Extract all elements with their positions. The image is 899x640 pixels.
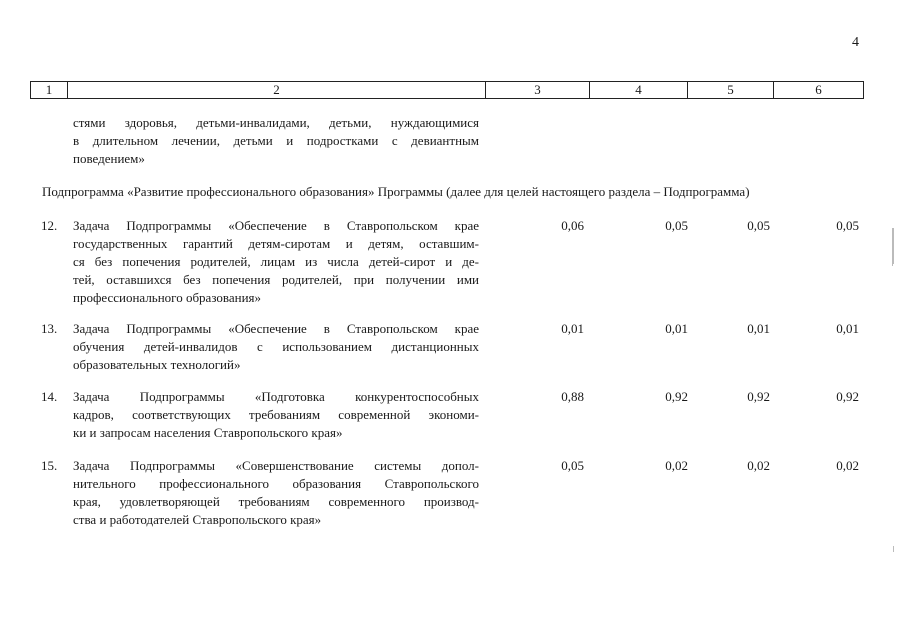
row-value-col4: 0,05 [665, 218, 688, 233]
row-value-col5: 0,92 [747, 389, 770, 404]
row-value-col6: 0,01 [836, 321, 859, 336]
row-description-line: ся без попечения родителей, лицам из числа детей-сирот и де- [73, 254, 479, 269]
row-description-line: Задача Подпрограммы «Совершенствование системы допол- [73, 458, 479, 473]
column-header-3: 3 [485, 82, 589, 98]
row-value-col3: 0,05 [561, 458, 584, 473]
row-value-col4: 0,92 [665, 389, 688, 404]
row-description-line: государственных гарантий детям-сиротам и детям, оставшим- [73, 236, 479, 251]
scan-artifact [893, 546, 894, 552]
row-description [73, 388, 479, 442]
row-description-line: обучения детей-инвалидов с использованием дистанционных [73, 339, 479, 354]
row-value-col5: 0,05 [747, 218, 770, 233]
row-value-col6: 0,05 [836, 218, 859, 233]
row-description-line: ства и работодателей Ставропольского края» [73, 512, 322, 527]
row-number: 14. [41, 389, 58, 404]
row-description-line: Задача Подпрограммы «Обеспечение в Ставропольском крае [73, 321, 479, 336]
row-value-col4: 0,02 [665, 458, 688, 473]
column-header-2: 2 [67, 82, 485, 98]
row-description-line: профессионального образования» [73, 290, 262, 305]
row-description-line: Задача Подпрограммы «Подготовка конкурентоспособных [73, 389, 479, 404]
row-description-line: кадров, соответствующих требованиям современной экономи- [73, 407, 479, 422]
column-header-1: 1 [45, 82, 53, 97]
continuation-text [73, 114, 479, 168]
row-number: 15. [41, 458, 58, 473]
row-description-line: ки и запросам населения Ставропольского края» [73, 425, 343, 440]
row-value-col6: 0,02 [836, 458, 859, 473]
row-value-col3: 0,06 [561, 218, 584, 233]
row-value-col5: 0,01 [747, 321, 770, 336]
column-header-4: 4 [589, 82, 687, 98]
column-header-5: 5 [687, 82, 773, 98]
row-value-col3: 0,01 [561, 321, 584, 336]
row-description-line: нительного профессионального образования Ставропольского [73, 476, 479, 491]
row-description-line: тей, оставшихся без попечения родителей, при получении ими [73, 272, 479, 287]
subprogram-heading: Подпрограмма «Развитие профессионального образования» Программы (далее для целей настоящего раздела – Подпрограмма) [42, 184, 750, 199]
row-description-line: Задача Подпрограммы «Обеспечение в Ставропольском крае [73, 218, 479, 233]
row-description [73, 457, 479, 529]
row-description-line: образовательных технологий» [73, 357, 241, 372]
page-number: 4 [852, 35, 859, 50]
row-value-col3: 0,88 [561, 389, 584, 404]
scan-artifact [892, 258, 893, 266]
row-number: 12. [41, 218, 58, 233]
row-value-col5: 0,02 [747, 458, 770, 473]
row-value-col4: 0,01 [665, 321, 688, 336]
table-column-header-row [30, 81, 864, 99]
row-value-col6: 0,92 [836, 389, 859, 404]
continuation-line: в длительном лечении, детьми и подростками с девиантным [73, 133, 479, 148]
row-number: 13. [41, 321, 58, 336]
continuation-line: поведением» [73, 151, 145, 166]
row-description [73, 320, 479, 374]
row-description [73, 217, 479, 307]
column-header-6: 6 [773, 82, 863, 98]
continuation-line: стями здоровья, детьми-инвалидами, детьми, нуждающимися [73, 115, 479, 130]
row-description-line: края, удовлетворяющей требованиям современного производ- [73, 494, 479, 509]
